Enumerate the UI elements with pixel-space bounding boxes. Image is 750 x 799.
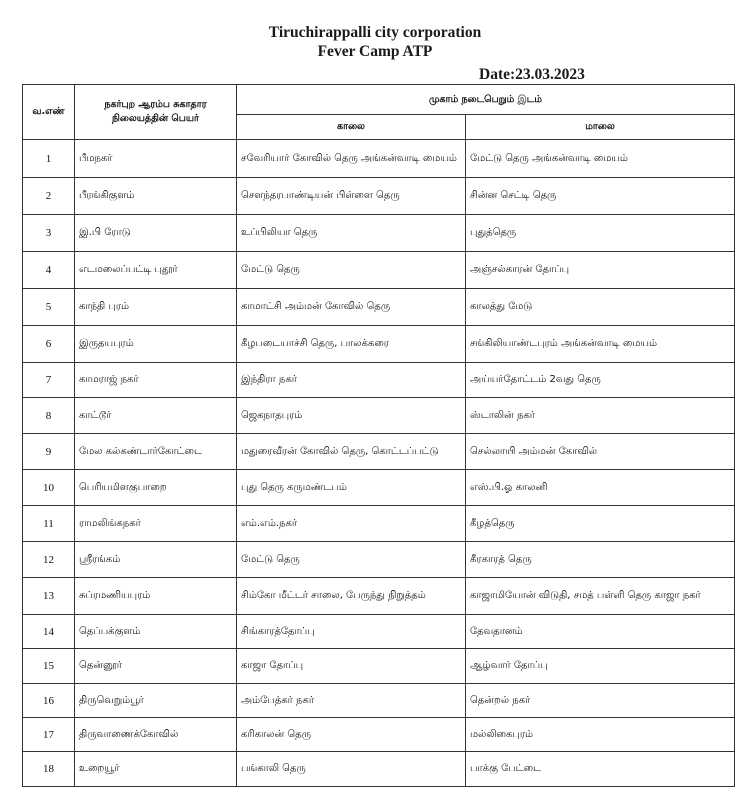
cell-phc-name: காமராஜ் நகர்	[75, 363, 237, 398]
header-morning: காலை	[237, 115, 466, 140]
document-title: Tiruchirappalli city corporation	[268, 24, 482, 41]
cell-evening: ஸ்டாலின் நகர்	[466, 398, 735, 434]
cell-serial: 14	[23, 615, 75, 649]
table-header-row	[23, 85, 735, 115]
cell-serial: 6	[23, 326, 75, 363]
cell-morning: எம்.எம்.நகர்	[237, 506, 466, 542]
cell-phc-name: ராமலிங்கநகர்	[75, 506, 237, 542]
cell-morning: மேட்டு தெரு	[237, 252, 466, 289]
cell-evening: பாக்கு பேட்டை	[466, 752, 735, 787]
cell-serial: 18	[23, 752, 75, 787]
cell-serial: 7	[23, 363, 75, 398]
cell-phc-name: சுப்ரமணியபுரம்	[75, 578, 237, 615]
cell-serial: 12	[23, 542, 75, 578]
cell-morning: மதுரைவீரன் கோவில் தெரு, கொட்டப்பட்டு	[237, 434, 466, 470]
table-row	[23, 363, 735, 398]
header-serial: வ.எண்	[23, 85, 75, 140]
table-row	[23, 178, 735, 215]
cell-phc-name: ஸ்ரீரங்கம்	[75, 542, 237, 578]
table-body	[23, 140, 735, 787]
cell-morning: உப்பிலியா தெரு	[237, 215, 466, 252]
table-row	[23, 506, 735, 542]
cell-evening: சங்கிலியாண்டபுரம் அங்கன்வாடி மையம்	[466, 326, 735, 363]
cell-evening: ஆழ்வார் தோப்பு	[466, 649, 735, 684]
table-row	[23, 252, 735, 289]
table-row	[23, 470, 735, 506]
cell-morning: சவேரியார் கோவில் தெரு அங்கன்வாடி மையம்	[237, 140, 466, 178]
cell-phc-name: இருதயபுரம்	[75, 326, 237, 363]
table-row	[23, 398, 735, 434]
cell-phc-name: இ.பி ரோடு	[75, 215, 237, 252]
cell-morning: பங்காலி தெரு	[237, 752, 466, 787]
cell-evening: கீரகாரத் தெரு	[466, 542, 735, 578]
cell-evening: எஸ்.பி.ஓ காலனி	[466, 470, 735, 506]
table-row	[23, 752, 735, 787]
cell-serial: 13	[23, 578, 75, 615]
cell-morning: கரிகாலன் தெரு	[237, 718, 466, 752]
cell-evening: கீழத்தெரு	[466, 506, 735, 542]
cell-morning: காமாட்சி அம்மன் கோவில் தெரு	[237, 289, 466, 326]
cell-evening: அஞ்சல்காரன் தோப்பு	[466, 252, 735, 289]
cell-phc-name: திருவாணைக்கோவில்	[75, 718, 237, 752]
cell-phc-name: திருவெறும்பூர்	[75, 684, 237, 718]
cell-serial: 11	[23, 506, 75, 542]
cell-phc-name: எடமலைப்பட்டி புதூர்	[75, 252, 237, 289]
cell-phc-name: மேல கல்கண்டார்கோட்டை	[75, 434, 237, 470]
table-row	[23, 215, 735, 252]
table-row	[23, 289, 735, 326]
table-row	[23, 578, 735, 615]
header-evening: மாலை	[466, 115, 735, 140]
cell-morning: காஜா தோப்பு	[237, 649, 466, 684]
cell-morning: ஜெகநாதபுரம்	[237, 398, 466, 434]
cell-morning: கீழபடையாச்சி தெரு, பாலக்கரை	[237, 326, 466, 363]
cell-phc-name: தெப்பக்குளம்	[75, 615, 237, 649]
table-row	[23, 434, 735, 470]
cell-morning: சிம்கோ மீட்டர் சாலை, பேருந்து நிறுத்தம்	[237, 578, 466, 615]
cell-morning: அம்பேத்கர் நகர்	[237, 684, 466, 718]
cell-serial: 10	[23, 470, 75, 506]
cell-serial: 16	[23, 684, 75, 718]
cell-evening: காலத்து மேடு	[466, 289, 735, 326]
cell-phc-name: பீமநகர்	[75, 140, 237, 178]
cell-serial: 3	[23, 215, 75, 252]
cell-evening: அய்யர்தோட்டம் 2வது தெரு	[466, 363, 735, 398]
cell-serial: 5	[23, 289, 75, 326]
cell-serial: 2	[23, 178, 75, 215]
document-date: Date:23.03.2023	[479, 66, 585, 83]
cell-morning: சிங்காரத்தோப்பு	[237, 615, 466, 649]
table-row	[23, 140, 735, 178]
cell-serial: 1	[23, 140, 75, 178]
cell-morning: இந்திரா நகர்	[237, 363, 466, 398]
table-row	[23, 718, 735, 752]
cell-morning: மேட்டு தெரு	[237, 542, 466, 578]
table-row	[23, 326, 735, 363]
cell-serial: 8	[23, 398, 75, 434]
cell-phc-name: உறையூர்	[75, 752, 237, 787]
cell-evening: புதுத்தெரு	[466, 215, 735, 252]
document-subtitle: Fever Camp ATP	[317, 43, 433, 60]
cell-evening: தேவதானம்	[466, 615, 735, 649]
cell-phc-name: பீரங்கிகுளம்	[75, 178, 237, 215]
cell-phc-name: காட்டூர்	[75, 398, 237, 434]
cell-evening: காஜாமியோன் விடுதி, சமத் பள்ளி தெரு காஜா நகர்	[466, 578, 735, 615]
cell-evening: மல்லிகைபுரம்	[466, 718, 735, 752]
table-row	[23, 615, 735, 649]
cell-serial: 9	[23, 434, 75, 470]
cell-morning: புது தெரு கருமண்டபம்	[237, 470, 466, 506]
cell-serial: 4	[23, 252, 75, 289]
cell-serial: 15	[23, 649, 75, 684]
fever-camp-table	[22, 84, 735, 787]
cell-evening: மேட்டு தெரு அங்கன்வாடி மையம்	[466, 140, 735, 178]
cell-morning: சௌந்தரபாண்டியன் பிள்ளை தெரு	[237, 178, 466, 215]
cell-phc-name: தென்னூர்	[75, 649, 237, 684]
cell-phc-name: காந்தி புரம்	[75, 289, 237, 326]
cell-serial: 17	[23, 718, 75, 752]
header-phc-name: நகர்புற ஆரம்ப சுகாதார நிலையத்தின் பெயர்	[75, 85, 237, 140]
cell-evening: சின்ன செட்டி தெரு	[466, 178, 735, 215]
table-row	[23, 684, 735, 718]
table-row	[23, 649, 735, 684]
table-row	[23, 542, 735, 578]
header-camp-location: முகாம் நடைபெறும் இடம்	[237, 85, 735, 115]
cell-evening: தென்றல் நகர்	[466, 684, 735, 718]
cell-evening: செல்லாயி அம்மன் கோவில்	[466, 434, 735, 470]
cell-phc-name: பெரியமிளகுபாறை	[75, 470, 237, 506]
